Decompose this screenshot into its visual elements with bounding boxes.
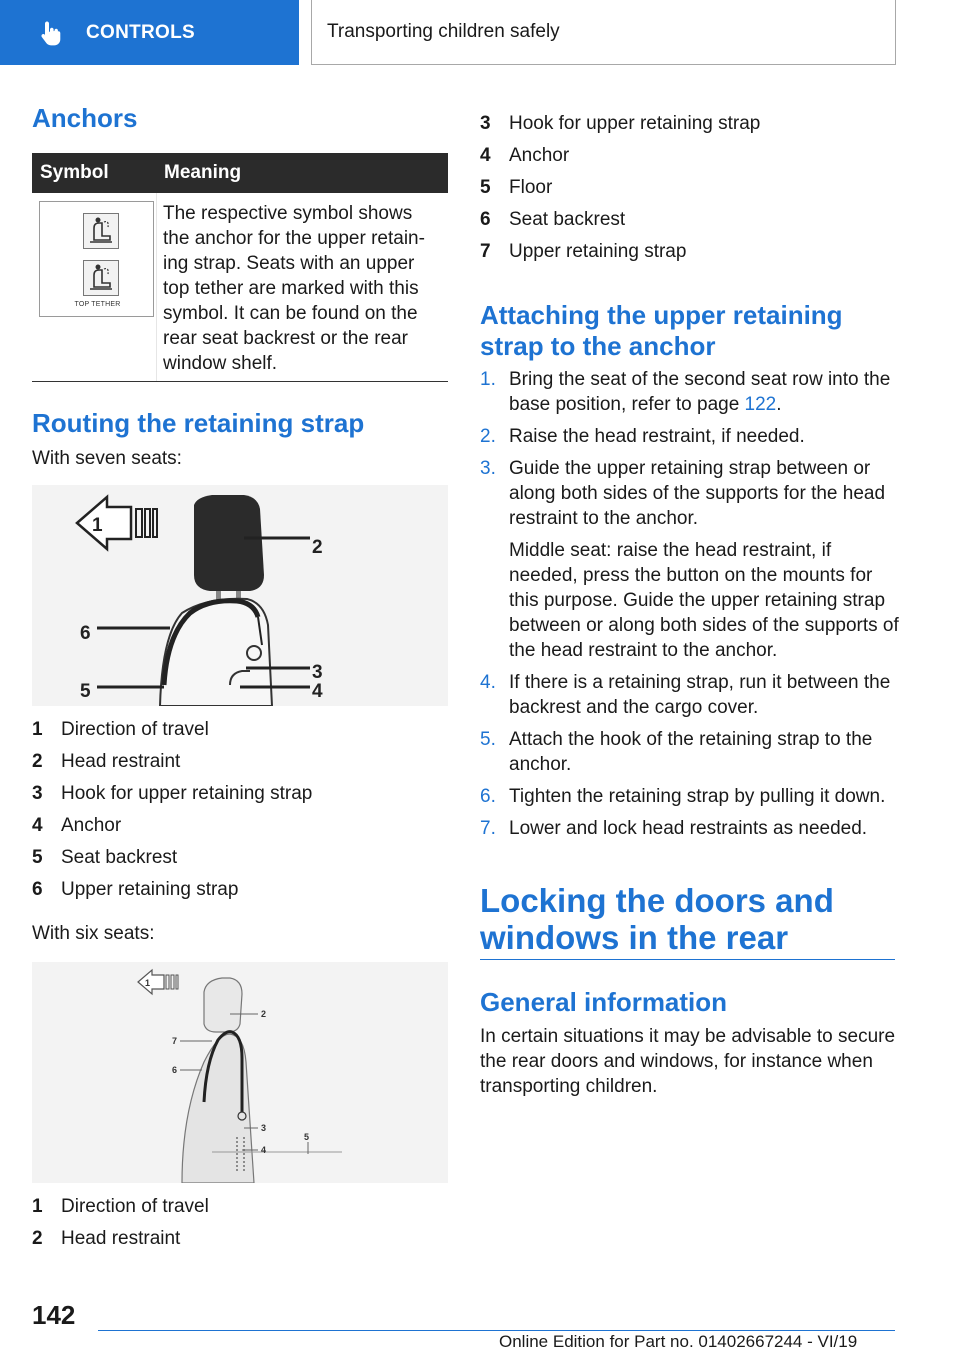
direction-arrow-icon [138,970,164,994]
table-column-divider [156,193,157,381]
fig6-label-5: 5 [304,1132,310,1142]
figure-six-seats [32,962,448,1183]
table-header-meaning: Meaning [164,162,242,183]
six-seats-intro: With six seats: [32,923,155,944]
list-item: 4 Anchor [32,815,122,836]
step-item: 1. Bring the seat of the second seat row into the base position, refer to page 122. [480,369,891,415]
chapter-title: Transporting children safely [327,21,560,42]
top-tether-icon [83,260,119,296]
routing-heading: Routing the retaining strap [32,408,365,438]
list-item: 5 Seat backrest [32,847,178,868]
chapter-header [311,0,896,65]
list-item: 2 Head restraint [32,751,181,772]
attaching-heading: Attaching the upper retaining strap to the anchor [480,300,843,361]
list-item: 5 Floor [480,177,553,198]
direction-arrow-icon [77,497,131,549]
head-restraint-shape [194,495,264,591]
step-item: 2. Raise the head restraint, if needed. [480,426,805,447]
list-item: 3 Hook for upper retaining strap [32,783,313,804]
list-item: 1 Direction of travel [32,719,209,740]
locking-heading: Locking the doors and windows in the rear [480,882,834,956]
anchors-heading: Anchors [32,103,138,133]
table-header-symbol: Symbol [40,162,109,183]
general-info-heading: General information [480,987,728,1017]
seven-seats-legend [32,714,312,906]
seven-seats-intro: With seven seats: [32,448,182,469]
list-item: 6 Seat backrest [480,209,626,230]
top-tether-caption: TOP TETHER [74,301,121,308]
list-item: 3 Hook for upper retaining strap [480,113,761,134]
list-item: 7 Upper retaining strap [480,241,687,262]
fig6-label-1: 1 [145,978,151,988]
six-seats-legend-left [32,1191,209,1255]
step-item: 5. Attach the hook of the retaining strap to the anchor. [480,729,873,775]
child-seat-anchor-icon [83,213,119,249]
general-info-body: In certain situations it may be advisable to secure the rear doors and windows, for instance when transporting children. [480,1026,896,1097]
list-item: 2 Head restraint [32,1228,181,1249]
figure-seven-seats [32,485,448,706]
head-restraint-shape [204,978,242,1032]
six-seats-legend-right [480,108,760,268]
fig7-label-2: 2 [312,537,323,558]
fig7-label-3: 3 [312,662,323,683]
fig6-label-3: 3 [261,1123,267,1133]
fig7-label-5: 5 [80,681,91,702]
hand-pointer-icon [40,20,64,46]
fig6-label-4: 4 [261,1145,267,1155]
attaching-steps [480,367,900,848]
table-row [32,193,448,382]
fig7-label-4: 4 [312,681,323,702]
section-label: CONTROLS [86,21,196,43]
section-tab[interactable] [0,0,299,65]
edition-note: Online Edition for Part no. 01402667244 - VI/19 [499,1332,858,1351]
fig6-label-6: 6 [172,1065,178,1075]
fig6-label-7: 7 [172,1036,178,1046]
fig7-label-6: 6 [80,623,91,644]
fig6-label-2: 2 [261,1009,267,1019]
symbol-table [32,153,448,382]
symbol-meaning: The respective symbol shows the anchor for the upper retain-ing strap. Seats with an upper top tether are marked with this symbol. It can be found on the rear seat backrest or the rear window shelf. [163,203,425,374]
step-item: 3. Guide the upper retaining strap between or along both sides of the supports for the head restraint to the anchor. Middle seat: raise the head restraint, if needed, press the button on the mounts for this purpose. Guide the upper retaining strap between or along both sides of the supports of the head restraint to the anchor. [480,458,899,661]
step-item: 7. Lower and lock head restraints as needed. [480,818,868,839]
step-item: 4. If there is a retaining strap, run it between the backrest and the cargo cover. [480,672,891,718]
top-tether-symbol [39,201,154,317]
list-item: 6 Upper retaining strap [32,879,239,900]
step-item: 6. Tighten the retaining strap by pulling it down. [480,786,886,807]
list-item: 4 Anchor [480,145,570,166]
page-link[interactable]: 122 [744,394,777,415]
list-item: 1 Direction of travel [32,1196,209,1217]
table-header [32,153,448,193]
page-number: 142 [32,1300,76,1330]
heading-rule [480,959,895,960]
fig7-label-1: 1 [92,515,103,536]
